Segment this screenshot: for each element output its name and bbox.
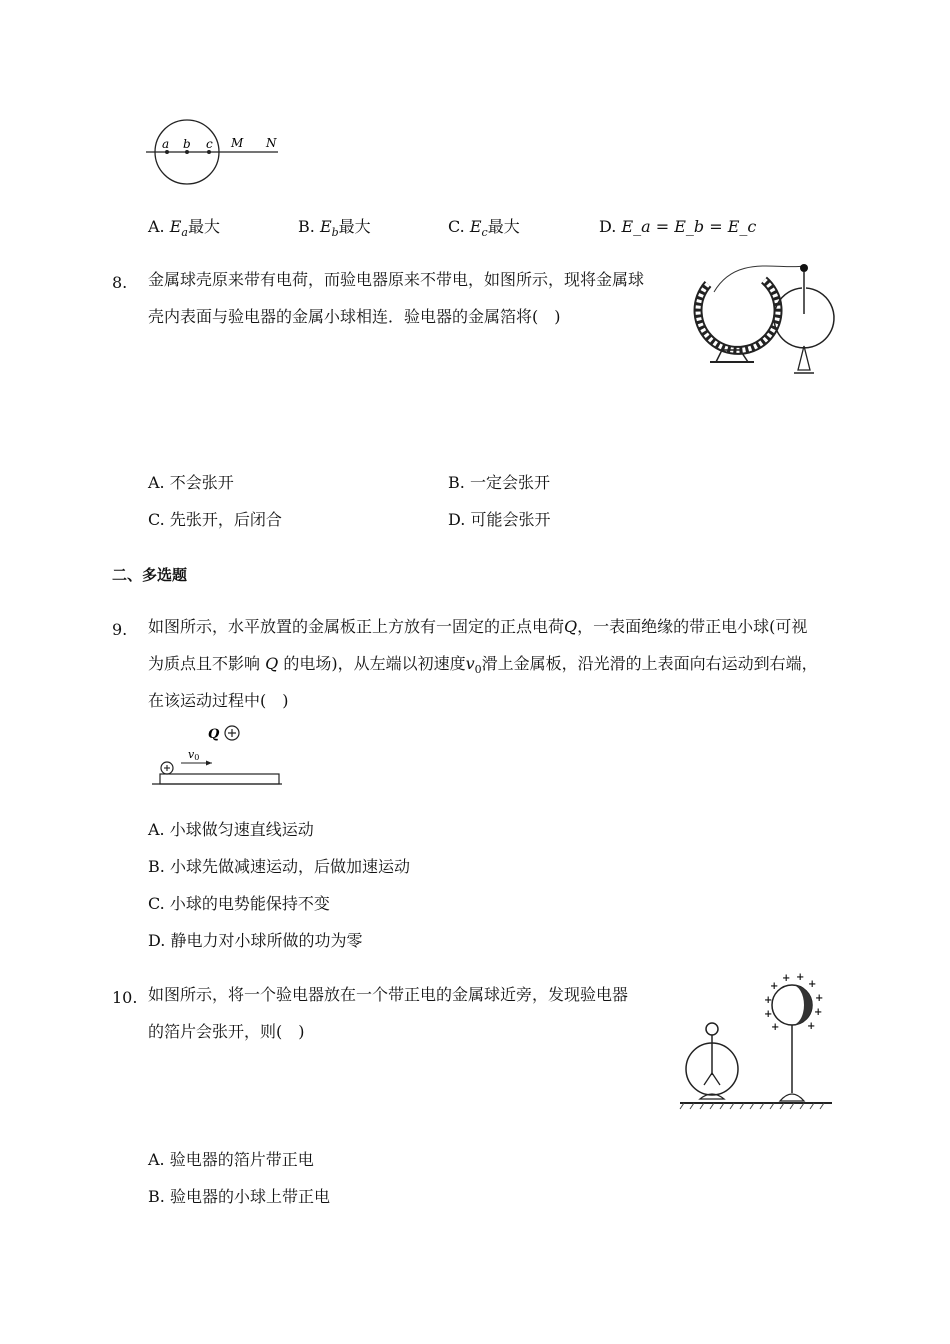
q7-option-b[interactable]: B. $E_b$最大: [298, 217, 371, 240]
svg-text:+: +: [782, 973, 791, 984]
q9-figure: [150, 722, 285, 788]
svg-text:+: +: [764, 995, 773, 1006]
q8-stem-line2: 壳内表面与验电器的金属小球相连．验电器的金属箔将( ): [148, 307, 561, 326]
svg-text:+: +: [771, 1022, 780, 1033]
q9-option-a[interactable]: A. 小球做匀速直线运动: [148, 820, 314, 839]
q7-label-M: M: [231, 136, 244, 150]
svg-text:+: +: [764, 1009, 773, 1020]
q7-option-d[interactable]: D. E_a = E_b = E_c: [599, 217, 757, 236]
q7-option-a[interactable]: A. $E_a$最大: [148, 217, 220, 240]
svg-text:+: +: [807, 1021, 816, 1032]
q10-option-b[interactable]: B. 验电器的小球上带正电: [148, 1187, 330, 1206]
q10-stem-line2: 的箔片会张开，则( ): [148, 1022, 305, 1041]
q9-stem-line1: 如图所示，水平放置的金属板正上方放有一固定的正点电荷Q，一表面绝缘的带正电小球(可视: [148, 617, 808, 636]
q7-label-N: N: [266, 136, 277, 150]
q9-stem-line2: 为质点且不影响 Q 的电场)，从左端以初速度$v_0$滑上金属板，沿光滑的上表面向右运动到右端，: [148, 654, 818, 677]
section-title: 二、多选题: [112, 566, 188, 584]
svg-text:+: +: [815, 993, 824, 1004]
svg-text:+: +: [808, 979, 817, 990]
svg-text:+: +: [814, 1007, 823, 1018]
q7-option-c[interactable]: C. $E_c$最大: [448, 217, 520, 240]
q7-label-c: c: [206, 137, 213, 151]
q7-label-a: a: [162, 137, 170, 151]
q9-option-c[interactable]: C. 小球的电势能保持不变: [148, 894, 330, 913]
q10-option-a[interactable]: A. 验电器的箔片带正电: [148, 1150, 314, 1169]
q7-figure: [140, 116, 290, 188]
q10-stem-line1: 如图所示，将一个验电器放在一个带正电的金属球近旁，发现验电器: [148, 985, 629, 1004]
svg-text:+: +: [770, 981, 779, 992]
q7-label-b: b: [183, 137, 191, 151]
q9-number: 9.: [112, 620, 128, 639]
q9-fig-v: v0: [188, 748, 200, 762]
q8-number: 8.: [112, 273, 128, 292]
q8-option-b[interactable]: B. 一定会张开: [448, 473, 550, 492]
q8-option-c[interactable]: C. 先张开，后闭合: [148, 510, 282, 529]
q8-stem-line1: 金属球壳原来带有电荷，而验电器原来不带电，如图所示，现将金属球: [148, 270, 645, 289]
q9-fig-Q: Q: [208, 727, 220, 742]
q8-option-a[interactable]: A. 不会张开: [148, 473, 234, 492]
q8-figure: [686, 258, 846, 380]
q9-option-b[interactable]: B. 小球先做减速运动，后做加速运动: [148, 857, 410, 876]
q7-option-d-formula: E_a = E_b = E_c: [621, 217, 757, 236]
q10-figure: [678, 972, 836, 1113]
q10-number: 10.: [112, 988, 138, 1007]
q9-stem-line3: 在该运动过程中( ): [148, 691, 289, 710]
q9-option-d[interactable]: D. 静电力对小球所做的功为零: [148, 931, 363, 950]
q8-option-d[interactable]: D. 可能会张开: [448, 510, 551, 529]
svg-text:+: +: [796, 972, 805, 983]
